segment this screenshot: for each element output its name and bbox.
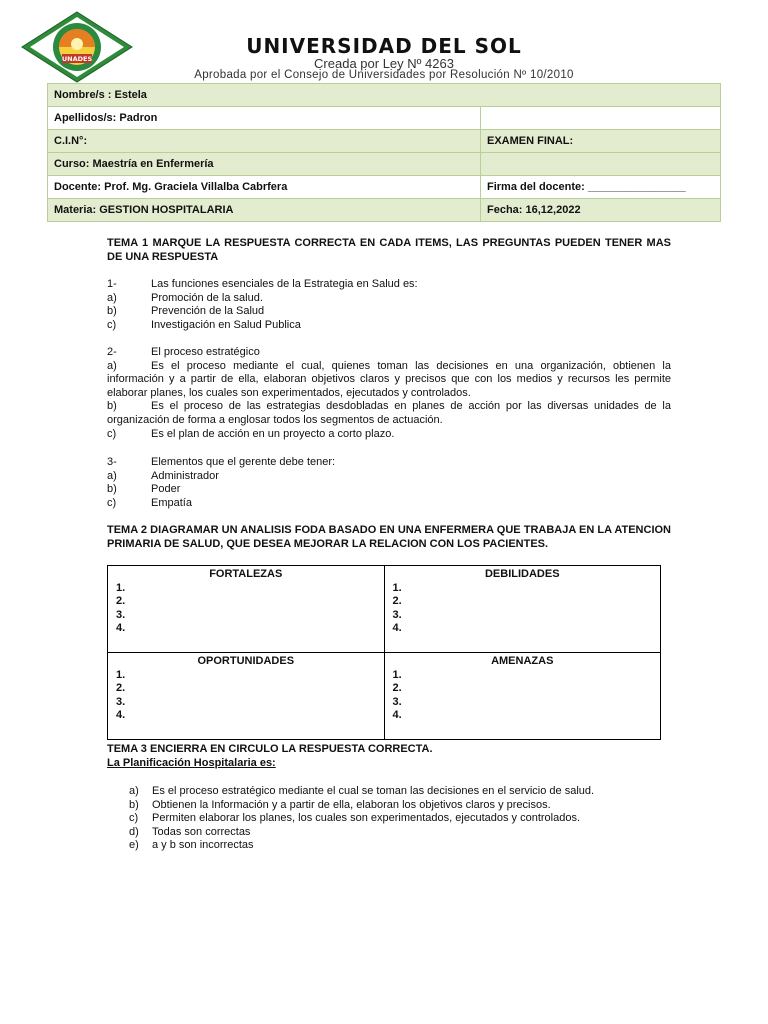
university-title: UNIVERSIDAD DEL SOL [246,34,522,58]
q2-option-a [107,360,671,401]
option-text: Investigación en Salud Publica [151,318,301,331]
list-number: 2. [116,595,126,608]
q2-option-c [107,428,671,442]
q1-text: Las funciones esenciales de la Estrategia en Salud es: [151,278,418,290]
debilidades-label: DEBILIDADES [484,568,560,580]
list-number: 2. [116,682,126,695]
option-key: b) [107,305,117,318]
question-1 [107,278,671,332]
approval-line: Aprobada por el Consejo de Universidades por Resolución Nº 10/2010 [194,69,574,81]
foda-table [107,565,661,740]
oportunidades-cell [108,653,385,740]
debilidades-cell [384,566,661,653]
oportunidades-label: OPORTUNIDADES [197,655,295,667]
q3-text: Elementos que el gerente debe tener: [151,456,336,468]
option-key: c) [107,318,117,331]
option-text: Permiten elaborar los planes, los cuales son experimentados, ejecutados y controlados. [152,812,581,825]
list-number: 2. [392,595,402,608]
list-number: 1. [392,581,402,594]
list-number: 3. [116,695,126,708]
option-key: a) [107,359,117,372]
empty-cell [481,107,721,130]
option-text: Empatía [151,496,192,509]
option-key: c) [107,427,117,440]
question-2 [107,346,671,441]
amenazas-label: AMENAZAS [491,655,554,667]
apellidos-cell: Apellidos/s: Padron [48,107,481,130]
student-info-table [47,83,721,222]
option-text: Prevención de la Salud [151,305,265,318]
option-key: c) [107,496,117,509]
list-number: 4. [392,622,402,635]
nombre-cell: Nombre/s : Estela [48,84,721,107]
list-number: 4. [392,709,402,722]
option-key: a) [107,291,117,304]
option-key: b) [107,483,117,496]
list-number: 4. [116,622,126,635]
materia-cell: Materia: GESTION HOSPITALARIA [48,199,481,222]
option-text: Administrador [151,469,219,482]
fortalezas-cell [108,566,385,653]
curso-cell: Curso: Maestría en Enfermería [48,153,481,176]
docente-cell: Docente: Prof. Mg. Graciela Villalba Cabrfera [48,176,481,199]
option-text: Obtienen la Información y a partir de ella, elaboran los objetivos claros y precisos. [152,798,551,811]
option-key: b) [107,400,117,413]
tema1-heading: TEMA 1 MARQUE LA RESPUESTA CORRECTA EN CADA ITEMS, LAS PREGUNTAS PUEDEN TENER MAS DE UNA RESPUESTA [107,237,671,263]
question-3 [107,456,671,510]
option-text: Poder [151,483,181,496]
examen-cell: EXAMEN FINAL: [481,130,721,153]
cin-cell: C.I.N°: [48,130,481,153]
q1-number: 1- [107,278,117,290]
option-text: Es el proceso estratégico mediante el cual se toman las decisiones en el servicio de salud. [152,785,595,797]
option-text: Todas son correctas [152,825,251,838]
list-number: 4. [116,709,126,722]
option-key: b) [129,798,139,811]
option-key: a) [129,785,139,797]
list-number: 3. [116,608,126,621]
university-subtitle: Creada por Ley Nº 4263 [314,56,454,71]
option-key: c) [129,812,139,825]
fortalezas-label: FORTALEZAS [209,568,283,580]
firma-cell: Firma del docente: ________________ [481,176,721,199]
list-number: 1. [392,668,402,681]
q2-number: 2- [107,346,117,358]
list-number: 2. [392,682,402,695]
svg-text:UNADES: UNADES [61,55,93,63]
tema3-heading: TEMA 3 ENCIERRA EN CIRCULO LA RESPUESTA CORRECTA. [107,743,433,755]
option-text: Es el proceso mediante el cual, quienes toman las decisiones en una organización, obtienen la información y a partir de ella, elaboran objetivos claros y precisos que con los medios y recursos les permite elaborar planes, los cuales son experimentados, ejecutados y controlados. [107,359,671,399]
empty-cell [481,153,721,176]
option-key: e) [129,839,139,852]
option-text: Promoción de la salud. [151,291,263,304]
option-text: Es el plan de acción en un proyecto a corto plazo. [151,427,395,440]
option-key: d) [129,825,139,838]
q3-number: 3- [107,456,117,468]
option-text: Es el proceso de las estrategias desdobladas en planes de acción por las diversas unidades de la organización de forma a englosar todos los segmentos de actuación. [107,400,671,426]
list-number: 3. [392,608,402,621]
tema3-options [129,785,689,853]
tema2-heading: TEMA 2 DIAGRAMAR UN ANALISIS FODA BASADO EN UNA ENFERMERA QUE TRABAJA EN LA ATENCION PRIMARIA DE SALUD, QUE DESEA MEJORAR LA RELACION CON LOS PACIENTES. [107,524,671,550]
q2-option-b [107,400,671,427]
amenazas-cell [384,653,661,740]
tema3-subheading: La Planificación Hospitalaria es: [107,757,276,769]
option-text: a y b son incorrectas [152,839,254,852]
q2-text: El proceso estratégico [151,346,260,358]
option-key: a) [107,469,117,482]
list-number: 3. [392,695,402,708]
list-number: 1. [116,581,126,594]
list-number: 1. [116,668,126,681]
fecha-cell: Fecha: 16,12,2022 [481,199,721,222]
